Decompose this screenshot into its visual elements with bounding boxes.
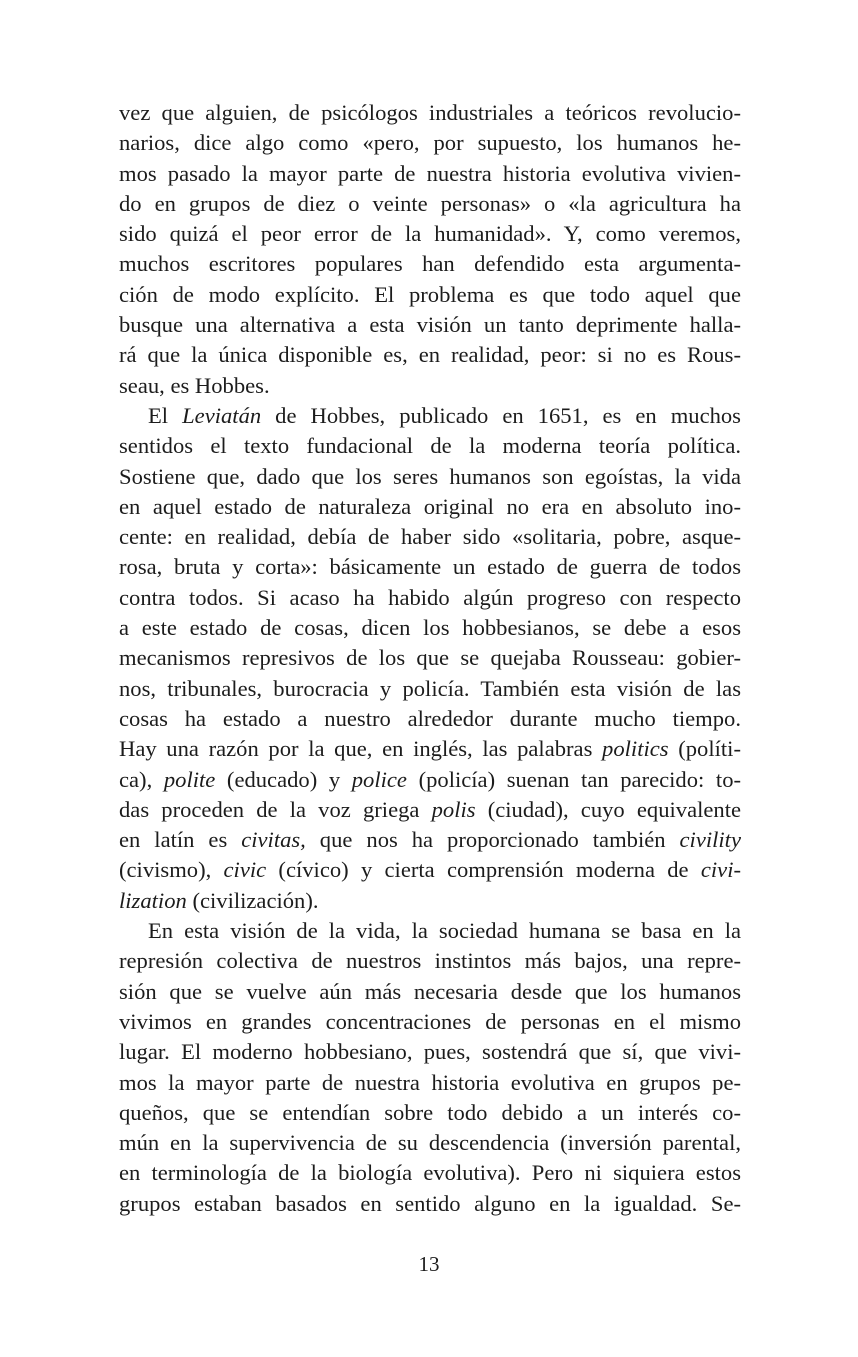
text-run: ción de modo explícito. El problema es que todo aquel que — [119, 281, 741, 307]
paragraph — [119, 916, 741, 1219]
text-line — [119, 916, 741, 946]
text-run: a este estado de cosas, dicen los hobbesianos, se debe a esos — [119, 615, 741, 641]
paragraph — [119, 401, 741, 916]
text-line — [119, 1068, 741, 1098]
text-run: en latín es — [119, 827, 242, 853]
text-run: (educado) y — [215, 766, 352, 792]
text-line — [119, 340, 741, 370]
text-run: (civismo), — [119, 857, 224, 883]
italic-term: polis — [431, 796, 476, 822]
text-run: rá que la única disponible es, en realidad, peor: si no es Rous- — [119, 342, 741, 368]
text-run: rosa, bruta y corta»: básicamente un estado de guerra de todos — [119, 554, 741, 580]
text-line — [119, 765, 741, 795]
text-line — [119, 552, 741, 582]
text-run: (cívico) y cierta comprensión moderna de — [266, 857, 701, 883]
text-run: (ciudad), cuyo equivalente — [475, 796, 741, 822]
italic-term: civi- — [700, 857, 741, 883]
text-line — [119, 1037, 741, 1067]
body-text — [119, 98, 741, 1219]
text-line — [119, 159, 741, 189]
text-line — [119, 310, 741, 340]
text-run: seau, es Hobbes. — [119, 372, 270, 398]
italic-term: police — [351, 766, 407, 792]
text-run: das proceden de la voz griega — [119, 796, 432, 822]
text-run: vez que alguien, de psicólogos industriales a teóricos revolucio- — [119, 100, 741, 125]
text-run: (policía) suenan tan parecido: to- — [406, 766, 742, 792]
text-line — [119, 643, 741, 673]
text-run: lugar. El moderno hobbesiano, pues, sostendrá que sí, que vivi- — [119, 1039, 741, 1065]
text-run: sido quizá el peor error de la humanidad». Y, como veremos, — [119, 221, 741, 247]
text-run: mos la mayor parte de nuestra historia evolutiva en grupos pe- — [119, 1069, 741, 1095]
italic-term: lization — [119, 887, 187, 913]
text-line — [119, 704, 741, 734]
italic-term: civitas, — [241, 827, 306, 853]
text-run: cosas ha estado a nuestro alrededor durante mucho tiempo. — [119, 705, 741, 731]
text-run: busque una alternativa a esta visión un tanto deprimente halla- — [119, 312, 741, 338]
text-line — [119, 1189, 741, 1219]
text-run: muchos escritores populares han defendido esta argumenta- — [119, 251, 741, 277]
text-line — [119, 219, 741, 249]
text-line — [119, 189, 741, 219]
text-run: grupos estaban basados en sentido alguno en la igualdad. Se- — [119, 1190, 741, 1216]
italic-term: civic — [223, 857, 267, 883]
italic-term: politics — [602, 736, 669, 762]
text-line — [119, 795, 741, 825]
text-run: sentidos el texto fundacional de la moderna teoría política. — [119, 433, 741, 459]
text-run: cente: en realidad, debía de haber sido «solitaria, pobre, asque- — [119, 524, 741, 550]
text-line — [119, 280, 741, 310]
text-line — [119, 462, 741, 492]
text-line — [119, 613, 741, 643]
text-run: nos, tribunales, burocracia y policía. También esta visión de las — [119, 675, 741, 701]
text-line — [119, 1128, 741, 1158]
text-line — [119, 946, 741, 976]
text-run: que nos ha proporcionado también — [305, 827, 680, 853]
text-run: en terminología de la biología evolutiva). Pero ni siquiera estos — [119, 1160, 741, 1186]
text-line — [119, 492, 741, 522]
text-line — [119, 1158, 741, 1188]
text-run: de Hobbes, publicado en 1651, es en muchos — [261, 402, 741, 428]
italic-term: polite — [163, 766, 216, 792]
text-line — [119, 98, 741, 128]
text-run: narios, dice algo como «pero, por supuesto, los humanos he- — [119, 130, 741, 156]
text-run: (civilización). — [186, 887, 319, 913]
text-line — [119, 128, 741, 158]
text-run: Hay una razón por la que, en inglés, las palabras — [119, 736, 603, 762]
text-line — [119, 734, 741, 764]
text-run: (políti- — [668, 736, 741, 762]
text-line — [119, 855, 741, 885]
text-run: mecanismos represivos de los que se quejaba Rousseau: gobier- — [119, 645, 741, 671]
text-line — [119, 674, 741, 704]
text-line — [119, 401, 741, 431]
text-run: mos pasado la mayor parte de nuestra historia evolutiva vivien- — [119, 160, 741, 186]
paragraph — [119, 98, 741, 401]
text-run: El — [148, 402, 183, 428]
text-run: en aquel estado de naturaleza original no era en absoluto ino- — [119, 493, 741, 519]
text-run: ca), — [119, 766, 164, 792]
text-run: Sostiene que, dado que los seres humanos son egoístas, la vida — [119, 463, 741, 489]
text-line — [119, 522, 741, 552]
text-run: mún en la supervivencia de su descendencia (inversión parental, — [119, 1130, 741, 1156]
text-line — [119, 583, 741, 613]
text-line — [119, 825, 741, 855]
text-run: vivimos en grandes concentraciones de personas en el mismo — [119, 1008, 741, 1034]
text-run: represión colectiva de nuestros instintos más bajos, una repre- — [119, 948, 741, 974]
text-run: En esta visión de la vida, la sociedad humana se basa en la — [148, 918, 741, 944]
text-line — [119, 1098, 741, 1128]
italic-term: Leviatán — [182, 402, 262, 428]
text-line — [119, 431, 741, 461]
text-run: sión que se vuelve aún más necesaria desde que los humanos — [119, 978, 741, 1004]
text-line — [119, 371, 741, 401]
italic-term: civility — [679, 827, 741, 853]
text-run: do en grupos de diez o veinte personas» o «la agricultura ha — [119, 190, 741, 216]
text-line — [119, 1007, 741, 1037]
text-line — [119, 977, 741, 1007]
text-run: contra todos. Si acaso ha habido algún progreso con respecto — [119, 584, 741, 610]
text-line — [119, 249, 741, 279]
page-number: 13 — [418, 1252, 440, 1276]
text-run: queños, que se entendían sobre todo debido a un interés co- — [119, 1099, 741, 1125]
text-line — [119, 886, 741, 916]
